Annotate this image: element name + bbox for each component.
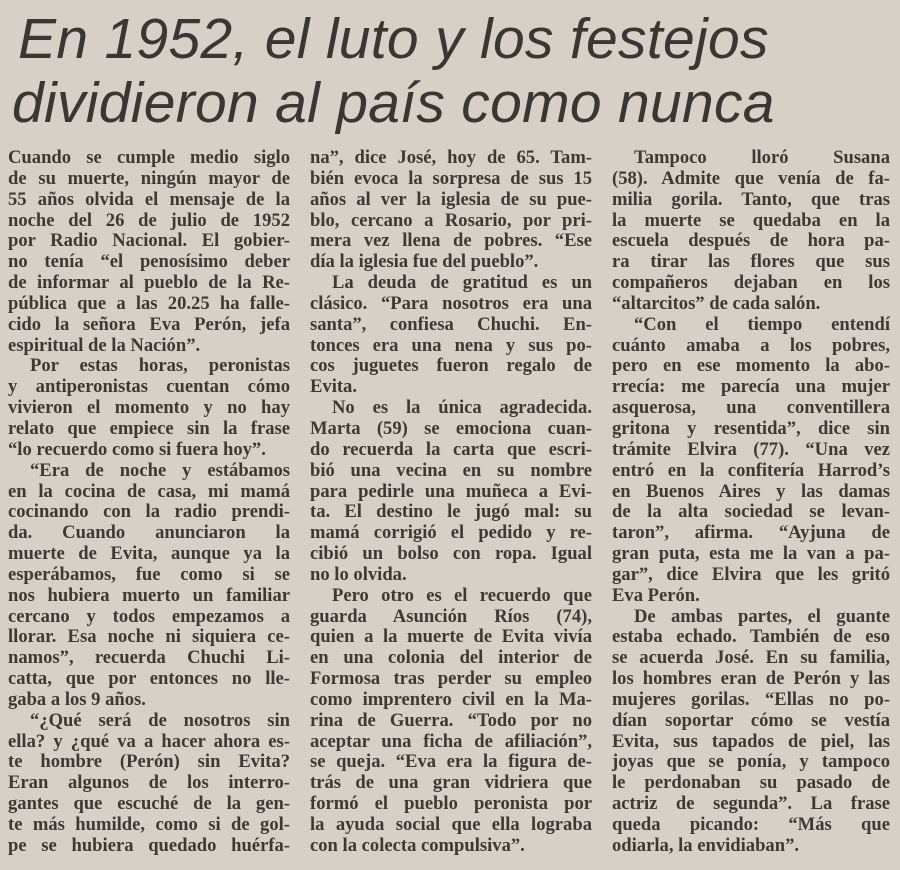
paragraph: [310, 273, 592, 398]
paragraph: [612, 315, 890, 607]
text-line: bió una vecina en su nombre: [310, 459, 592, 481]
text-line: gritona y resentida”, dice sin: [612, 417, 890, 439]
paragraph: [310, 148, 592, 273]
text-line: La deuda de gratitud es un: [332, 272, 592, 294]
paragraph: [8, 148, 290, 356]
text-line: relato que empiece sin la frase: [8, 417, 290, 439]
paragraph: [612, 148, 890, 315]
text-line: escuela después de hora pa-: [612, 230, 890, 252]
text-line: catta, que por entonces no lle-: [8, 668, 290, 690]
text-line: “altarcitos” de cada salón.: [612, 292, 821, 314]
text-line: en una colonia del interior de: [310, 647, 592, 669]
text-line: noche del 26 de julio de 1952: [8, 209, 290, 231]
text-line: Pero otro es el recuerdo que: [332, 584, 592, 606]
text-line: de su muerte, ningún mayor de: [8, 167, 290, 189]
text-line: se queja. “Eva era la figura de-: [310, 751, 592, 773]
text-line: los hombres eran de Perón y las: [612, 668, 890, 690]
text-line: odiarla, la envidiaban”.: [612, 834, 800, 856]
text-line: tonces era una nena y sus po-: [310, 334, 592, 356]
text-line: 55 años olvida el mensaje de la: [8, 188, 290, 210]
text-line: ella? y ¿qué va a hacer ahora es-: [8, 730, 290, 752]
text-line: esperábamos, fue como si se: [8, 563, 290, 585]
text-line: te más humilde, como si de gol-: [8, 814, 290, 835]
text-line: clásico. “Para nosotros era una: [310, 292, 592, 314]
text-line: pero en ese momento la abo-: [612, 355, 890, 377]
article-column-3: [612, 148, 890, 857]
text-line: estaba echado. También de eso: [612, 626, 890, 648]
text-line: na”, dice José, hoy de 65. Tam-: [310, 147, 592, 168]
text-line: Formosa tras perder su empleo: [310, 668, 592, 690]
text-line: pe se hubiera quedado huérfa-: [8, 834, 290, 856]
text-line: bién evoca la sorpresa de sus 15: [310, 167, 592, 189]
text-line: día la iglesia fue del pueblo”.: [310, 251, 539, 273]
text-line: rrecía: me parecía una mujer: [612, 376, 890, 398]
text-line: “Con el tiempo entendí: [634, 313, 890, 335]
text-line: ta. El destino le jugó mal: su: [310, 501, 592, 523]
text-line: mujeres gorilas. “Ellas no po-: [612, 688, 890, 710]
text-line: joyas que se ponía, y tampoco: [612, 751, 890, 773]
text-line: en la cocina de casa, mi mamá: [8, 480, 290, 502]
text-line: no tenía “el penosísimo deber: [8, 251, 290, 273]
text-line: taron”, afirma. “Ayjuna de: [612, 522, 890, 544]
text-line: Eran algunos de los interro-: [8, 772, 290, 794]
text-line: con la colecta compulsiva”.: [310, 834, 525, 856]
text-line: aceptar una ficha de afiliación”,: [310, 730, 592, 752]
article-column-2: [310, 148, 592, 857]
text-line: pública que a las 20.25 ha falle-: [8, 292, 290, 314]
paragraph: [8, 461, 290, 711]
text-line: rina de Guerra. “Todo por no: [310, 709, 592, 731]
text-line: te hombre (Perón) sin Evita?: [8, 751, 290, 773]
text-line: ra tirar las flores que sus: [612, 251, 890, 273]
text-line: formó el pueblo peronista por: [310, 793, 592, 815]
text-line: y antiperonistas cuentan cómo: [8, 376, 290, 398]
text-line: asquerosa, una conventillera: [612, 397, 890, 419]
text-line: como imprentero civil en la Ma-: [310, 688, 592, 710]
text-line: entró en la confitería Harrod’s: [612, 459, 890, 481]
text-line: muerte de Evita, aunque ya la: [8, 543, 290, 565]
text-line: namos”, recuerda Chuchi Li-: [8, 647, 290, 669]
text-line: Cuando se cumple medio siglo: [8, 147, 290, 168]
text-line: trámite Elvira (77). “Una vez: [612, 438, 890, 460]
text-line: se acuerda José. En su familia,: [612, 647, 890, 669]
text-line: por Radio Nacional. El gobier-: [8, 230, 290, 252]
text-line: cocinando con la radio prendi-: [8, 501, 290, 523]
text-line: milia gorila. Tanto, que tras: [612, 188, 890, 210]
text-line: da. Cuando anunciaron la: [8, 522, 290, 544]
paragraph: [310, 398, 592, 586]
text-line: guarda Asunción Ríos (74),: [310, 605, 592, 627]
text-line: “lo recuerdo como si fuera hoy”.: [8, 438, 266, 460]
text-line: cuánto amaba a los pobres,: [612, 334, 890, 356]
text-line: gar”, dice Elvira que les gritó: [612, 563, 890, 585]
text-line: dían soportar cómo se vestía: [612, 709, 890, 731]
text-line: “¿Qué será de nosotros sin: [30, 709, 290, 731]
text-line: (58). Admite que venía de fa-: [612, 167, 890, 189]
headline-line-1: En 1952, el luto y los festejos: [18, 7, 769, 71]
text-line: para pedirle una muñeca a Evi-: [310, 480, 592, 502]
paragraph: [8, 356, 290, 460]
text-line: vivieron el momento y no hay: [8, 397, 290, 419]
text-line: Marta (59) se emociona cuan-: [310, 417, 592, 439]
text-line: compañeros dejaban en los: [612, 272, 890, 294]
text-line: mamá corrigió el pedido y re-: [310, 522, 592, 544]
text-line: espiritual de la Nación”.: [8, 334, 201, 356]
text-line: Eva Perón.: [612, 584, 700, 606]
text-line: No es la única agradecida.: [332, 397, 592, 419]
text-line: mera vez llena de pobres. “Ese: [310, 230, 592, 252]
text-line: gaba a los 9 años.: [8, 688, 146, 710]
text-line: Evita.: [310, 376, 358, 398]
text-line: la muerte se quedaba en la: [612, 209, 890, 231]
text-line: de informar al pueblo de la Re-: [8, 272, 290, 294]
text-line: en Buenos Aires y las damas: [612, 480, 890, 502]
text-line: trás de una gran vidriera que: [310, 772, 592, 794]
text-line: no lo olvida.: [310, 563, 407, 585]
text-line: de la alta sociedad se levan-: [612, 501, 890, 523]
text-line: actriz de segunda”. La frase: [612, 793, 890, 815]
text-line: “Era de noche y estábamos: [30, 459, 290, 481]
text-line: años al ver la iglesia de su pue-: [310, 188, 592, 210]
text-line: Evita, sus tapados de piel, las: [612, 730, 890, 752]
text-line: la ayuda social que ella lograba: [310, 814, 592, 835]
article-column-1: [8, 148, 290, 857]
text-line: do recuerda la carta que escri-: [310, 438, 592, 460]
text-line: queda picando: “Más que: [612, 814, 890, 835]
paragraph: [612, 607, 890, 857]
text-line: nos hubiera muerto un familiar: [8, 584, 290, 606]
text-line: cercano y todos empezamos a: [8, 605, 290, 627]
headline-line-2: dividieron al país como nunca: [12, 71, 775, 135]
text-line: Tampoco lloró Susana: [634, 147, 890, 168]
text-line: quien a la muerte de Evita vivía: [310, 626, 592, 648]
text-line: De ambas partes, el guante: [634, 605, 890, 627]
text-line: gran puta, esta me la van a pa-: [612, 543, 890, 565]
text-line: cibió un bolso con ropa. Igual: [310, 543, 592, 565]
text-line: cos juguetes fueron regalo de: [310, 355, 592, 377]
text-line: santa”, confiesa Chuchi. En-: [310, 313, 592, 335]
paragraph: [310, 586, 592, 857]
text-line: le perdonaban su pasado de: [612, 772, 890, 794]
text-line: cido la señora Eva Perón, jefa: [8, 313, 290, 335]
text-line: Por estas horas, peronistas: [30, 355, 290, 377]
text-line: gantes que escuché de la gen-: [8, 793, 290, 815]
paragraph: [8, 711, 290, 857]
text-line: llorar. Esa noche ni siquiera ce-: [8, 626, 290, 648]
text-line: blo, cercano a Rosario, por pri-: [310, 209, 592, 231]
